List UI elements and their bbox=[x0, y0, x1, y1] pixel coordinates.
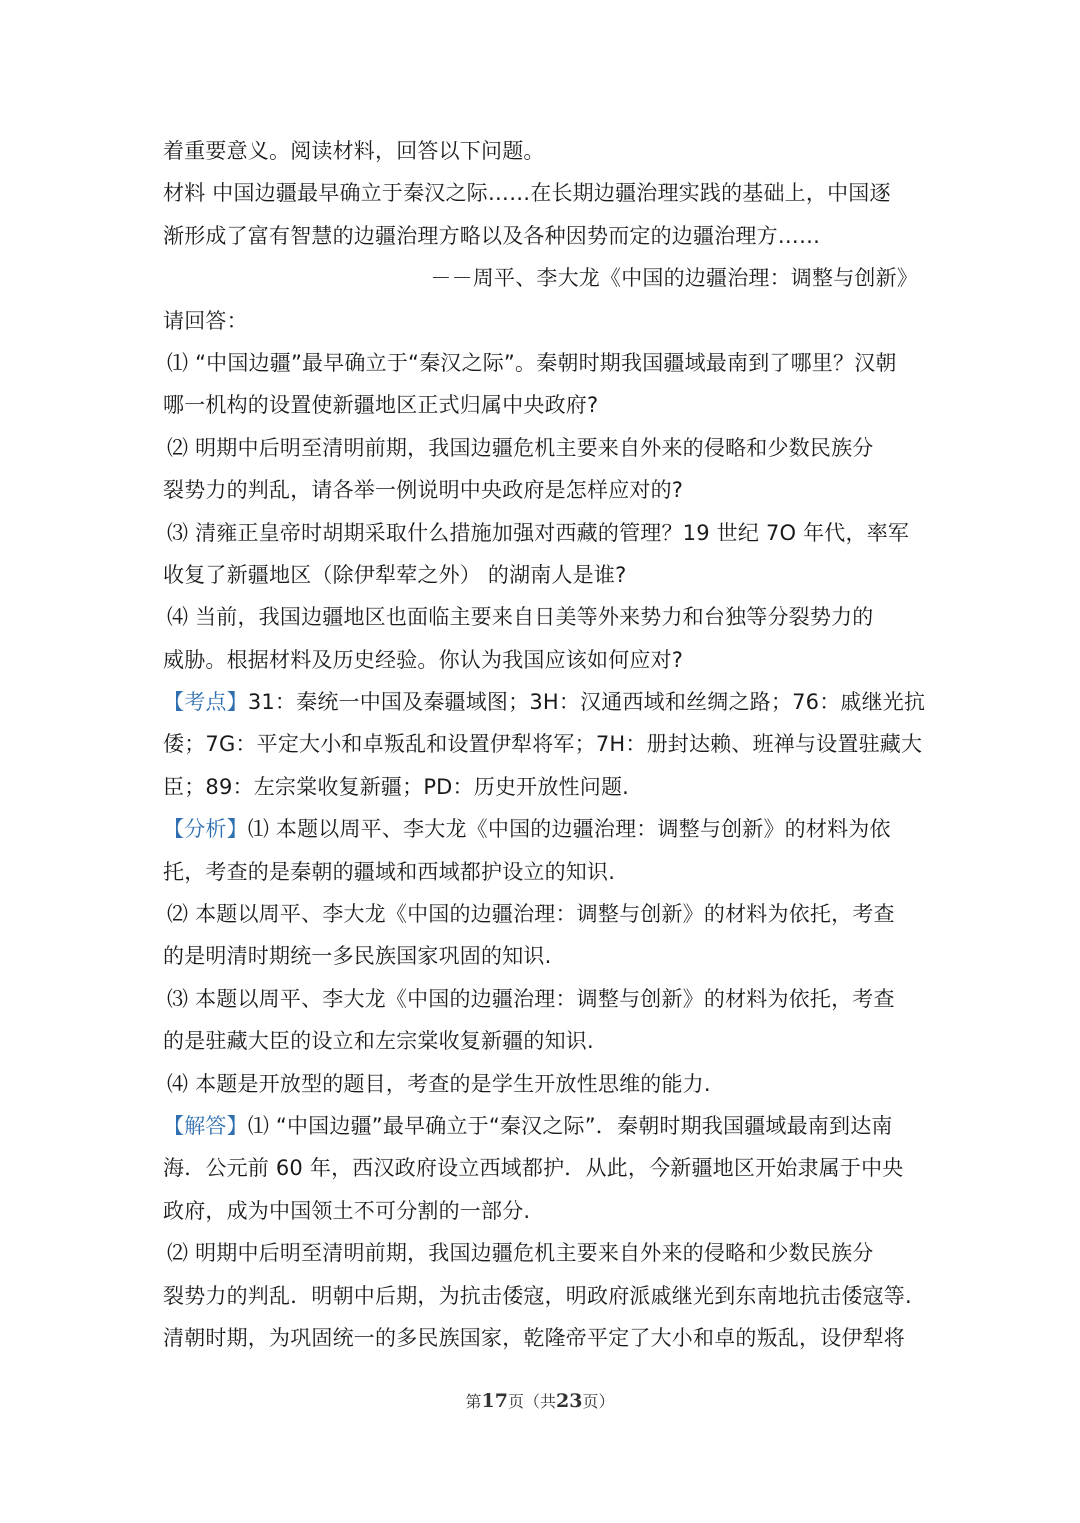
fenxi-2: ⑵ 本题以周平、李大龙《中国的边疆治理：调整与创新》的材料为依托，考查 bbox=[167, 902, 895, 927]
page-body bbox=[163, 130, 926, 1359]
question-2-cont: 裂势力的判乱，请各举一例说明中央政府是怎样应对的? bbox=[163, 478, 684, 503]
jieda-tag: 【解答】 bbox=[163, 1113, 248, 1138]
fenxi-cont: 托，考查的是秦朝的疆域和西域都护设立的知识. bbox=[163, 859, 616, 884]
footer-suffix: 页） bbox=[582, 1392, 615, 1411]
material-source: －－周平、李大龙《中国的边疆治理：调整与创新》 bbox=[430, 266, 918, 291]
fenxi-4: ⑷ 本题是开放型的题目，考查的是学生开放性思维的能力. bbox=[167, 1071, 711, 1096]
fenxi-text: ⑴ 本题以周平、李大龙《中国的边疆治理：调整与创新》的材料为依 bbox=[247, 817, 891, 842]
fenxi-3-cont: 的是驻藏大臣的设立和左宗棠收复新疆的知识. bbox=[163, 1029, 594, 1054]
material-line: 材料 中国边疆最早确立于秦汉之际……在长期边疆治理实践的基础上，中国逐 bbox=[163, 181, 891, 206]
question-prompt: 请回答： bbox=[163, 308, 248, 333]
jieda-cont: 政府，成为中国领土不可分割的一部分. bbox=[163, 1198, 531, 1223]
question-1: ⑴ “中国边疆”最早确立于“秦汉之际”。秦朝时期我国疆域最南到了哪里？汉朝 bbox=[167, 350, 897, 375]
text-line: 着重要意义。阅读材料，回答以下问题。 bbox=[163, 139, 545, 163]
question-3-cont: 收复了新疆地区（除伊犁荤之外） 的湖南人是谁? bbox=[163, 562, 627, 587]
kaodian-line bbox=[163, 681, 926, 723]
fenxi-tag: 【分析】 bbox=[163, 817, 248, 842]
fenxi-3: ⑶ 本题以周平、李大龙《中国的边疆治理：调整与创新》的材料为依托，考查 bbox=[167, 986, 895, 1011]
kaodian-cont: 臣；89：左宗棠收复新疆；PD：历史开放性问题. bbox=[163, 774, 630, 799]
question-3: ⑶ 清雍正皇帝时胡期采取什么措施加强对西藏的管理？19 世纪 7O 年代，率军 bbox=[167, 520, 910, 545]
kaodian-text: 31：秦统一中国及秦疆域图；3H：汉通西域和丝绸之路；76：戚继光抗 bbox=[247, 690, 926, 715]
question-2: ⑵ 明期中后明至清明前期，我国边疆危机主要来自外来的侵略和少数民族分 bbox=[167, 435, 874, 460]
question-4: ⑷ 当前，我国边疆地区也面临主要来自日美等外来势力和台独等分裂势力的 bbox=[167, 605, 874, 630]
footer-mid: 页（共 bbox=[507, 1392, 556, 1411]
jieda-cont: 海．公元前 60 年，西汉政府设立西域都护．从此，今新疆地区开始隶属于中央 bbox=[163, 1156, 904, 1181]
question-1-cont: 哪一机构的设置使新疆地区正式归属中央政府? bbox=[163, 393, 599, 418]
kaodian-tag: 【考点】 bbox=[163, 690, 248, 715]
jieda-line bbox=[163, 1105, 918, 1147]
material-line: 渐形成了富有智慧的边疆治理方略以及各种因势而定的边疆治理方…… bbox=[163, 223, 821, 248]
page-footer bbox=[0, 1389, 1080, 1412]
fenxi-line bbox=[163, 808, 918, 850]
jieda-2-cont: 清朝时期，为巩固统一的多民族国家，乾隆帝平定了大小和卓的叛乱，设伊犁将 bbox=[163, 1325, 905, 1350]
jieda-2: ⑵ 明期中后明至清明前期，我国边疆危机主要来自外来的侵略和少数民族分 bbox=[167, 1241, 874, 1266]
jieda-text: ⑴ “中国边疆”最早确立于“秦汉之际”．秦朝时期我国疆域最南到达南 bbox=[247, 1113, 893, 1138]
total-pages: 23 bbox=[556, 1390, 583, 1412]
fenxi-2-cont: 的是明清时期统一多民族国家巩固的知识. bbox=[163, 944, 552, 969]
page-number: 17 bbox=[481, 1390, 508, 1412]
question-4-cont: 威胁。根据材料及历史经验。你认为我国应该如何应对? bbox=[163, 647, 684, 672]
jieda-2-cont: 裂势力的判乱．明朝中后期，为抗击倭寇，明政府派戚继光到东南地抗击倭寇等. bbox=[163, 1283, 912, 1308]
footer-prefix: 第 bbox=[465, 1392, 482, 1411]
kaodian-cont: 倭；7G：平定大小和卓叛乱和设置伊犁将军；7H：册封达赖、班禅与设置驻藏大 bbox=[163, 732, 923, 757]
